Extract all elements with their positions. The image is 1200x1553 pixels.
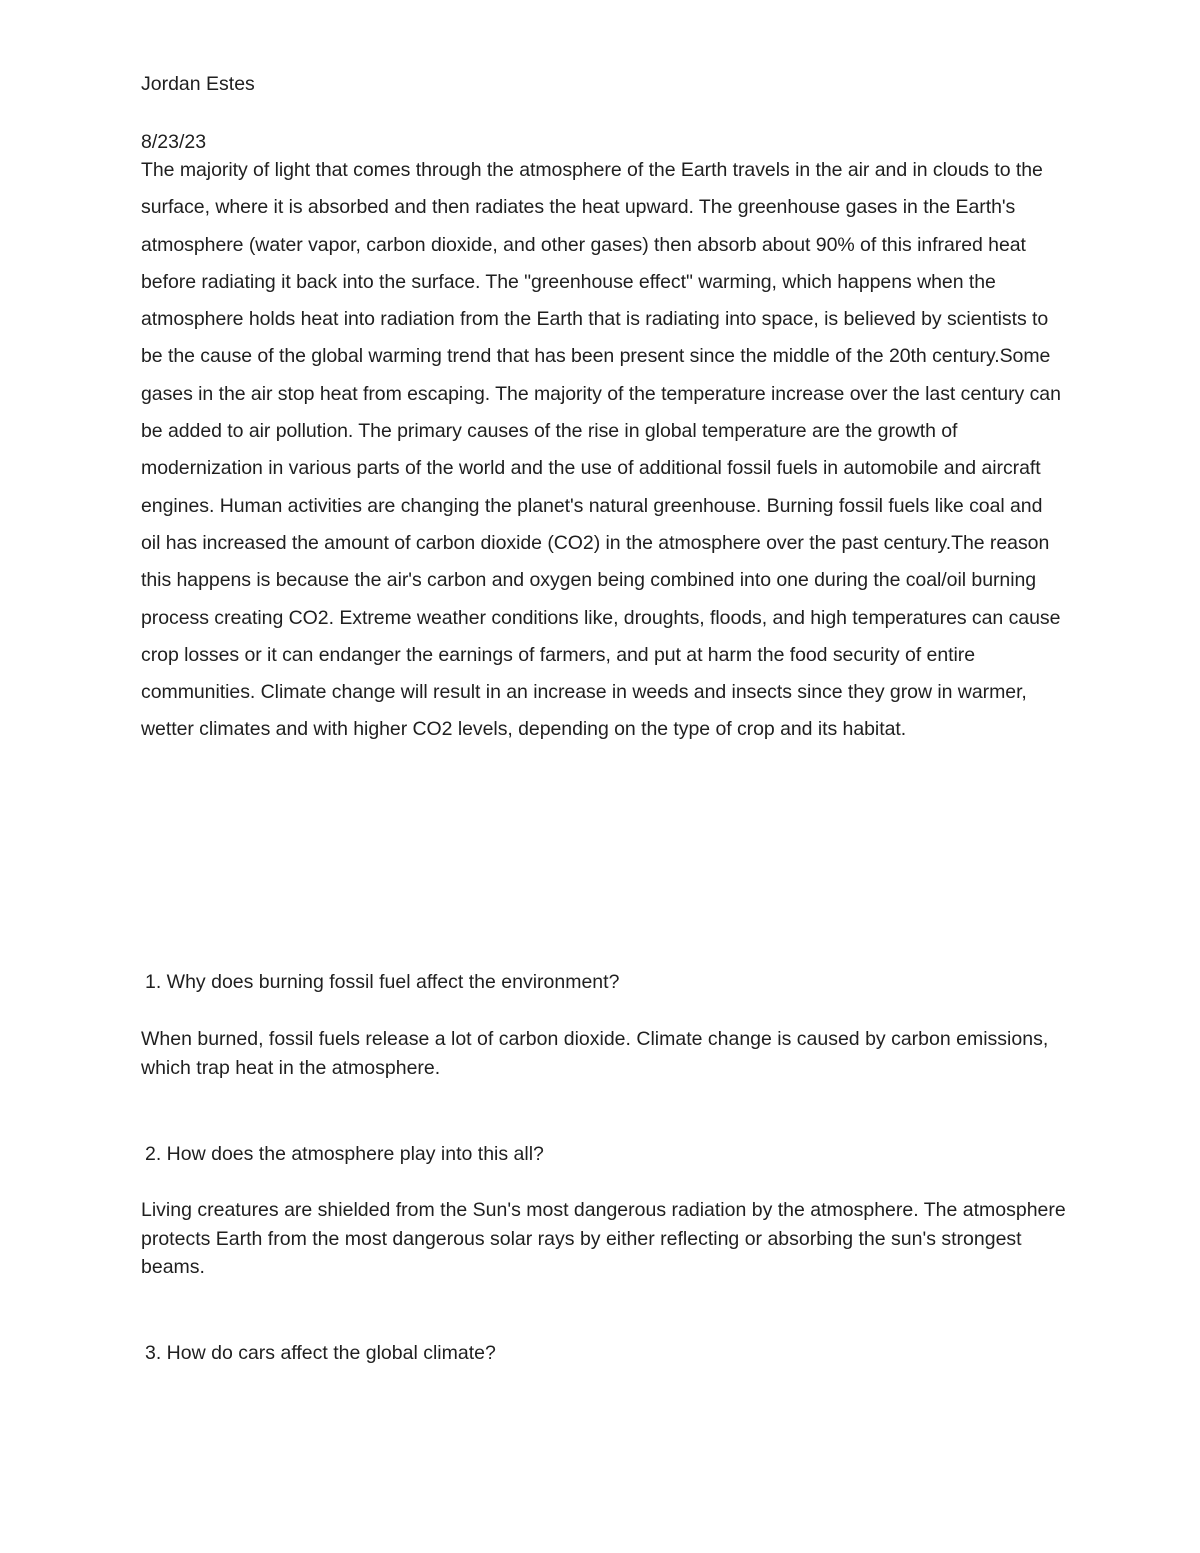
question-1: 1. Why does burning fossil fuel affect the environment? [145, 971, 620, 993]
answer-2: Living creatures are shielded from the Sun's most dangerous radiation by the atmosphere. The atmosphere protects Earth from the most dangerous solar rays by either reflecting or absorbing the sun's strongest beams. [141, 1199, 1066, 1278]
author-name: Jordan Estes [141, 73, 255, 95]
essay-paragraph: The majority of light that comes through the atmosphere of the Earth travels in the air and in clouds to the surface, where it is absorbed and then radiates the heat upward. The greenhouse gases in the Earth's atmosphere (water vapor, carbon dioxide, and other gases) then absorb about 90% of this infrared heat before radiating it back into the surface. The "greenhouse effect" warming, which happens when the atmosphere holds heat into radiation from the Earth that is radiating into space, is believed by scientists to be the cause of the global warming trend that has been present since the middle of the 20th century.Some gases in the air stop heat from escaping. The majority of the temperature increase over the last century can be added to air pollution. The primary causes of the rise in global temperature are the growth of modernization in various parts of the world and the use of additional fossil fuels in automobile and aircraft engines. Human activities are changing the planet's natural greenhouse. Burning fossil fuels like coal and oil has increased the amount of carbon dioxide (CO2) in the atmosphere over the past century.The reason this happens is because the air's carbon and oxygen being combined into one during the coal/oil burning process creating CO2. Extreme weather conditions like, droughts, floods, and high temperatures can cause crop losses or it can endanger the earnings of farmers, and put at harm the food security of entire communities. Climate change will result in an increase in weeds and insects since they grow in warmer, wetter climates and with higher CO2 levels, depending on the type of crop and its habitat. [141, 159, 1061, 741]
question-2: 2. How does the atmosphere play into this all? [145, 1143, 544, 1165]
answer-1: When burned, fossil fuels release a lot of carbon dioxide. Climate change is caused by carbon emissions, which trap heat in the atmosphere. [141, 1028, 1049, 1079]
document-date: 8/23/23 [141, 131, 207, 153]
question-3: 3. How do cars affect the global climate? [145, 1342, 496, 1364]
